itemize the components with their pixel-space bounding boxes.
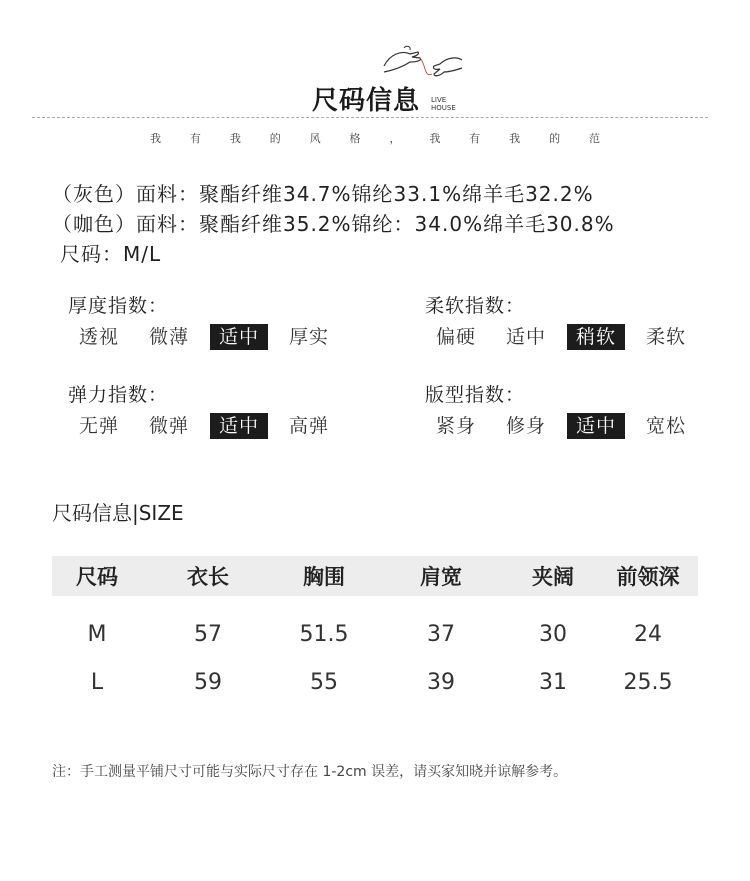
slogan-char: 范 <box>588 132 600 145</box>
size-heading: 尺码信息|SIZE <box>52 501 184 525</box>
index-option-selected: 适中 <box>567 413 625 439</box>
index-option: 偏硬 <box>435 326 476 348</box>
table-cell: 37 <box>427 621 455 647</box>
table-cell: 55 <box>310 669 338 695</box>
header-cell: 夹阔 <box>508 556 598 596</box>
table-cell: 59 <box>194 669 222 695</box>
logo-line2: HOUSE <box>431 104 456 112</box>
index-title: 厚度指数： <box>68 295 169 317</box>
fit-index <box>425 380 701 439</box>
index-title: 版型指数： <box>425 384 526 406</box>
slogan-char: ， <box>389 132 401 145</box>
slogan-char: 我 <box>509 132 521 145</box>
slogan-char: 有 <box>189 132 201 145</box>
index-options <box>421 413 701 439</box>
softness-index <box>425 291 701 350</box>
logo-line1: LIVE <box>431 96 447 104</box>
index-option: 修身 <box>505 415 546 437</box>
elasticity-index <box>68 380 344 439</box>
index-option: 紧身 <box>435 415 476 437</box>
size-table <box>52 556 698 706</box>
header-cell: 前领深 <box>598 556 698 596</box>
header-cell: 肩宽 <box>374 556 508 596</box>
index-option: 适中 <box>505 326 546 348</box>
header-cell: 胸围 <box>274 556 374 596</box>
table-cell: 57 <box>194 621 222 647</box>
slogan-char: 风 <box>309 132 321 145</box>
measurement-note: 注：手工测量平铺尺寸可能与实际尺寸存在 1-2cm 误差，请买家知晓并谅解参考。 <box>52 764 568 780</box>
index-option: 厚实 <box>288 326 329 348</box>
slogan-char: 我 <box>429 132 441 145</box>
index-options <box>64 413 344 439</box>
table-cell: L <box>90 669 104 695</box>
slogan-char: 的 <box>269 132 281 145</box>
table-cell: M <box>87 621 107 647</box>
table-row <box>52 596 698 658</box>
index-option-selected: 稍软 <box>567 324 625 350</box>
slogan <box>150 130 600 146</box>
table-cell: 24 <box>634 621 662 647</box>
index-title: 弹力指数： <box>68 384 169 406</box>
table-cell: 30 <box>539 621 567 647</box>
slogan-char: 我 <box>229 132 241 145</box>
index-option: 柔软 <box>645 326 686 348</box>
page-title: 尺码信息 <box>312 86 421 116</box>
header-cell: 尺码 <box>52 556 142 596</box>
header-cell: 衣长 <box>142 556 274 596</box>
slogan-char: 的 <box>549 132 561 145</box>
fabric-grey: （灰色）面料：聚酯纤维34.7%锦纶33.1%绵羊毛32.2% <box>52 182 594 206</box>
slogan-char: 我 <box>150 132 161 145</box>
index-option: 微弹 <box>148 415 189 437</box>
index-option: 无弹 <box>78 415 119 437</box>
index-option: 透视 <box>78 326 119 348</box>
table-cell: 51.5 <box>299 621 349 647</box>
index-option: 高弹 <box>288 415 329 437</box>
table-cell: 25.5 <box>623 669 673 695</box>
index-options <box>421 324 701 350</box>
index-title: 柔软指数： <box>425 295 526 317</box>
table-cell: 39 <box>427 669 455 695</box>
index-option: 微薄 <box>148 326 189 348</box>
table-cell: 31 <box>539 669 567 695</box>
divider <box>32 117 708 118</box>
index-option: 宽松 <box>645 415 686 437</box>
thickness-index <box>68 291 344 350</box>
size-table-header <box>52 556 698 596</box>
table-row <box>52 658 698 706</box>
index-option-selected: 适中 <box>210 324 268 350</box>
slogan-char: 有 <box>469 132 481 145</box>
index-options <box>64 324 344 350</box>
slogan-char: 格 <box>349 132 361 145</box>
size-available: 尺码：M/L <box>60 242 162 266</box>
index-option-selected: 适中 <box>210 413 268 439</box>
brand-logo-text <box>431 96 471 112</box>
fabric-brown: （咖色）面料：聚酯纤维35.2%锦纶：34.0%绵羊毛30.8% <box>52 212 615 236</box>
